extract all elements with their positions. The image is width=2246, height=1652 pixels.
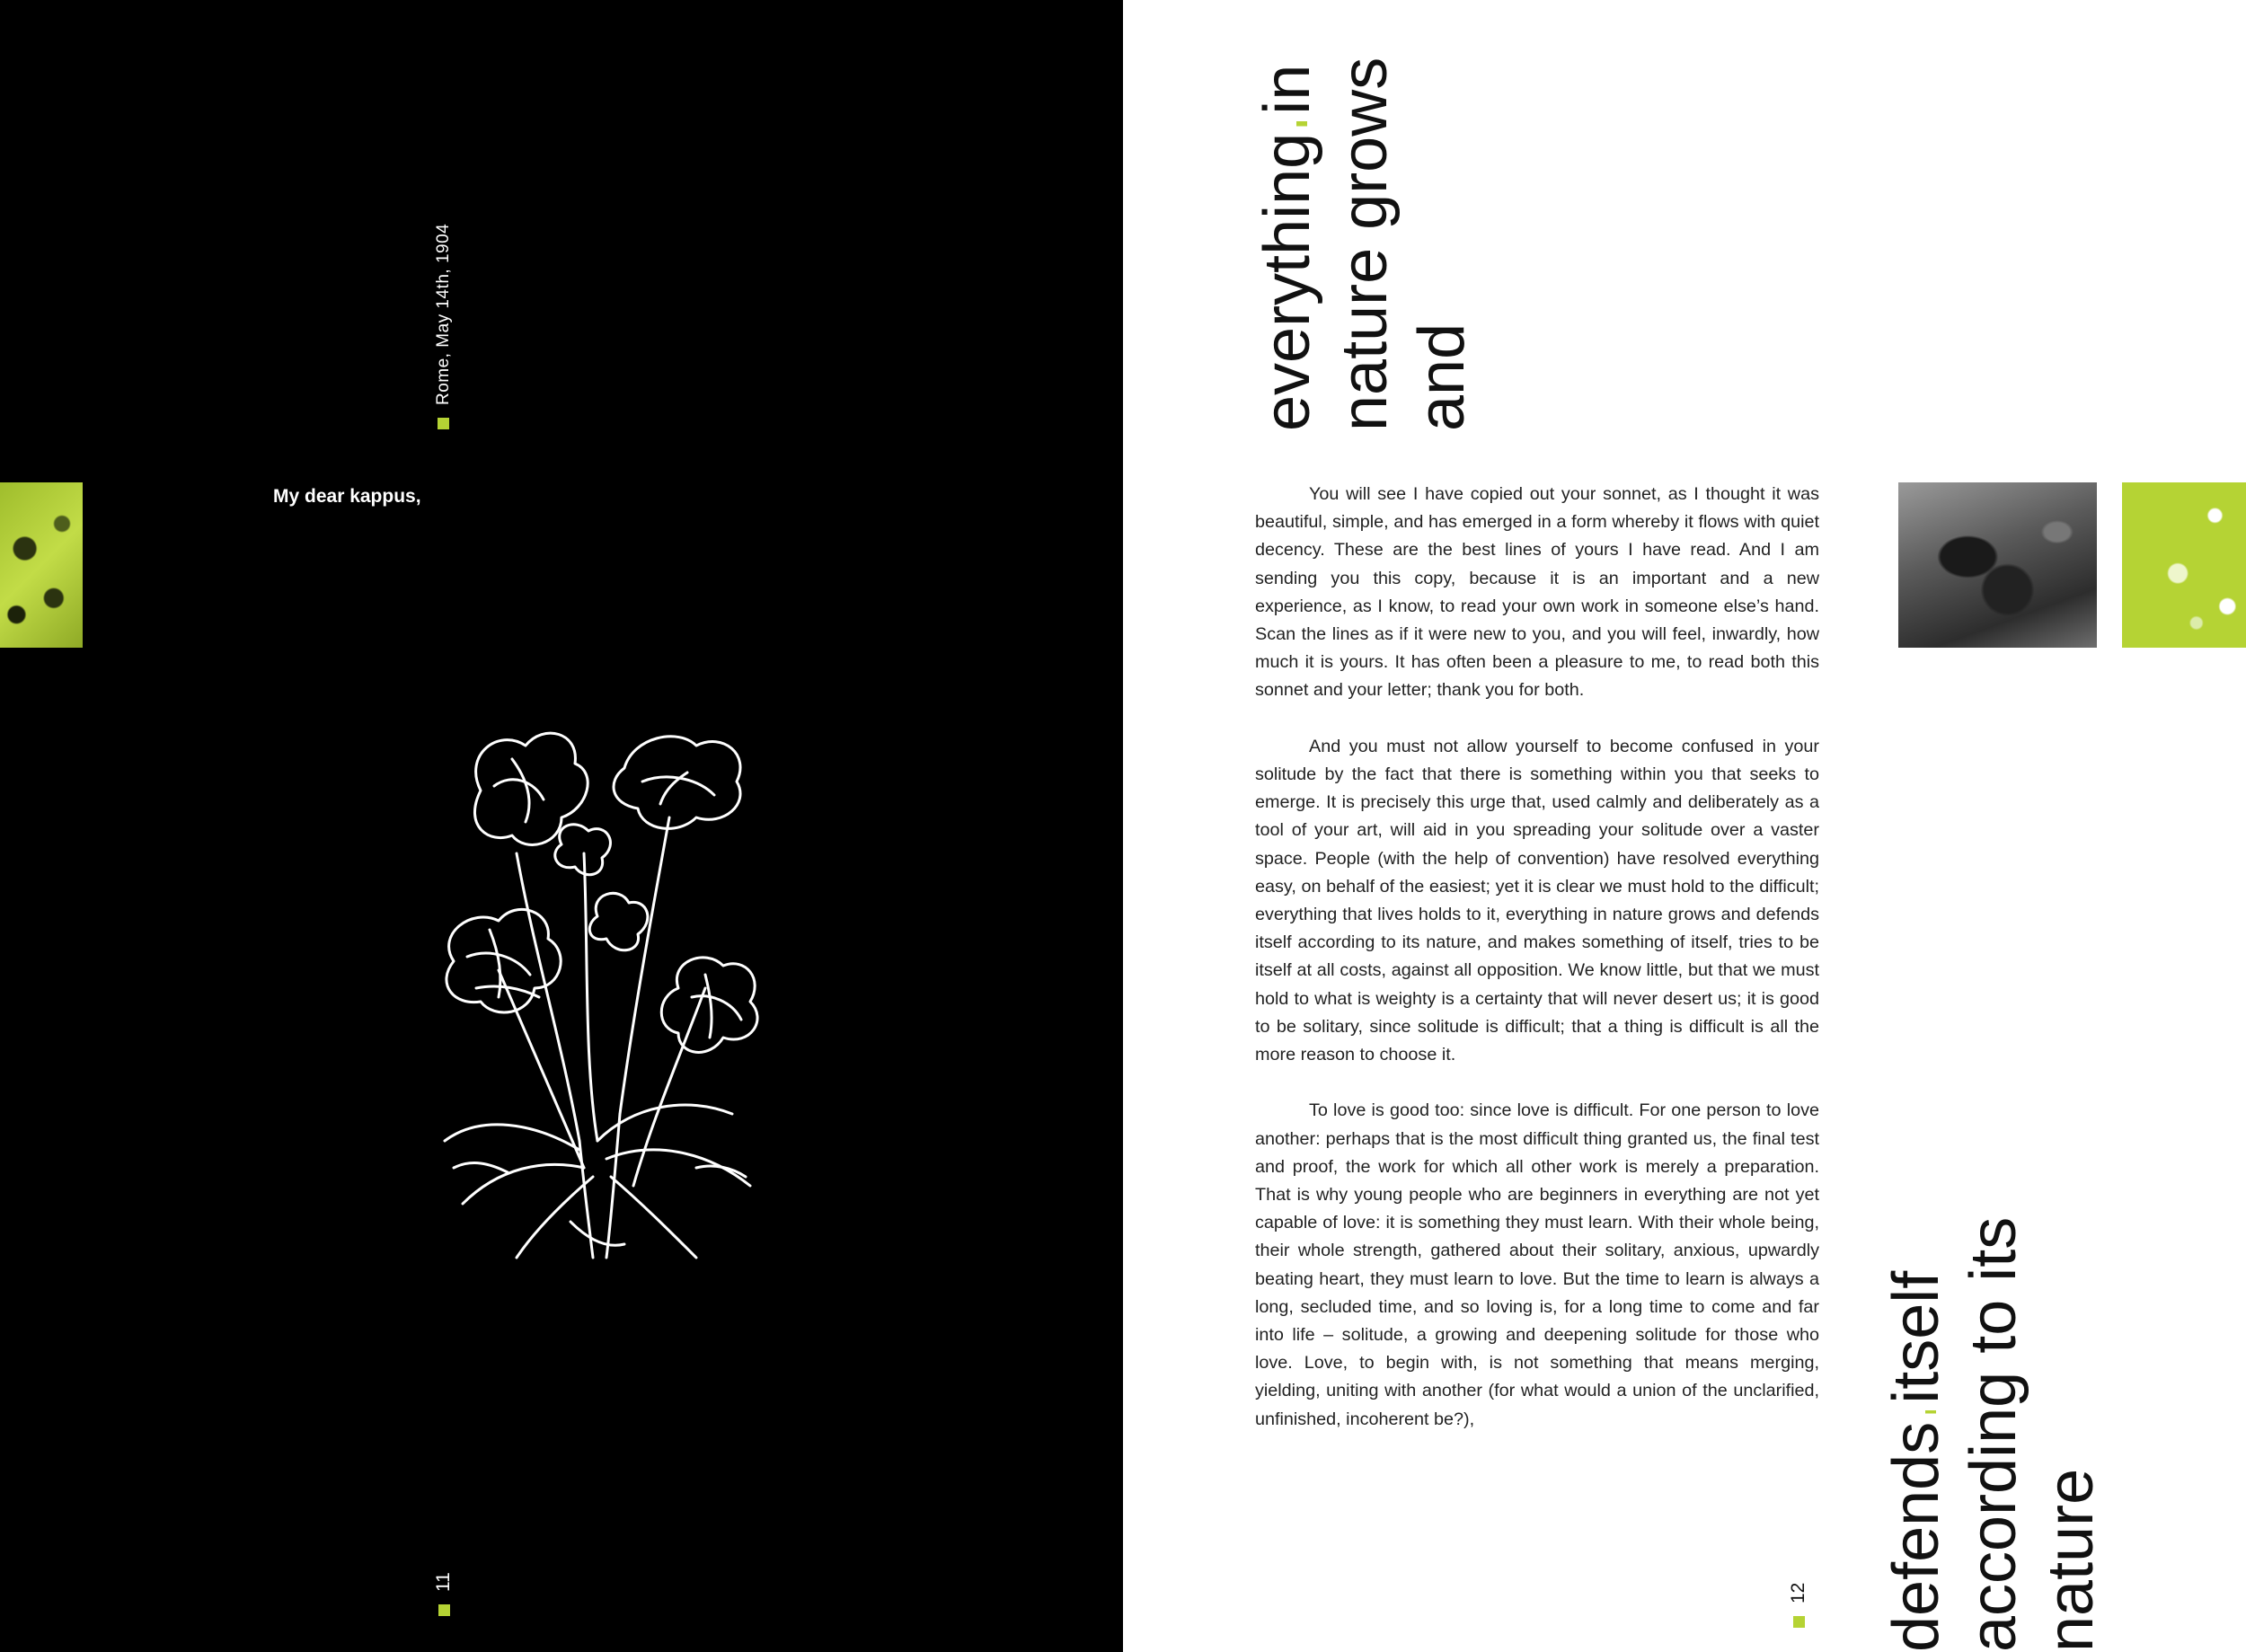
flower-photo-bw (1898, 482, 2097, 648)
flower-sketch-illustration (427, 719, 786, 1276)
dateline-text: Rome, May 14th, 1904 (434, 223, 453, 405)
pull-quote-top-line-1: everything in (1251, 64, 1323, 431)
page-number-right (1788, 1583, 1809, 1628)
accent-square (1793, 1616, 1805, 1628)
texture-image-right (2122, 482, 2246, 648)
dateline (433, 224, 455, 429)
page-number-left (433, 1572, 455, 1616)
page-number-text: 11 (433, 1572, 454, 1592)
pull-quote-top-line-2: nature grows (1329, 57, 1401, 431)
paragraph-3: To love is good too: since love is difficult. For one person to love another: perhaps that is the most difficult thing granted us, the final test and proof, the work for which all other work is merely a preparation. That is why young people who are beginners in everything are not yet capable of love: it is something they must learn. With their whole being, their whole strength, gathered about their solitary, anxious, upwardly beating heart, they must learn to love. But the time to learn is always a long, secluded time, and so loving is, for a long time to come and far into life – solitude, a growing and deepening solitude for those who love. Love, to begin with, is not something that means merging, yielding, uniting with another (for what would a union of the unclarified, unfinished, incoherent be?), (1255, 1100, 1819, 1429)
salutation: My dear kappus, (273, 486, 421, 507)
texture-image-left (0, 482, 83, 648)
pull-quote-bottom-line-3: nature (2035, 1468, 2107, 1652)
accent-square (438, 1604, 450, 1616)
pull-quote-bottom-line-1: defends itself (1880, 1270, 1952, 1652)
right-page (1123, 0, 2246, 1652)
page-number-text: 12 (1788, 1582, 1808, 1603)
paragraph-2: And you must not allow yourself to become confused in your solitude by the fact that there is something within you that seeks to emerge. It is precisely this urge that, used calmly and deliberately as a tool of your art, will aid in you spreading your solitude over a vaster space. People (with the help of convention) have resolved everything easy, on behalf of the easiest; yet it is clear we must hold to the difficult; everything that lives holds to it, everything in nature grows and defends itself according to its nature, and makes something of itself, tries to be itself at all costs, against all opposition. We know little, but that we must hold to what is weighty is a certainty that will never desert us; it is good to be solitary, since solitude is difficult; that a thing is difficult is all the more reason to choose it. (1255, 736, 1819, 1065)
letter-body (1255, 481, 1819, 1462)
pull-quote-top (1249, 57, 1481, 431)
accent-square (438, 418, 449, 429)
paragraph-1: You will see I have copied out your sonnet, as I thought it was beautiful, simple, and has emerged in a form whereby it flows with quiet decency. These are the best lines of yours I have read. And I am sending you this copy, because it is an important and a new experience, as I know, to read your own work in someone else’s hand. Scan the lines as if it were new to you, and you will feel, inwardly, how much it is yours. It has often been a pleasure to me, to read both this sonnet and your letter; thank you for both. (1255, 484, 1819, 701)
pull-quote-bottom (1878, 1217, 2109, 1652)
pull-quote-top-line-3: and (1406, 322, 1478, 431)
pull-quote-bottom-line-2: according to its (1958, 1216, 2029, 1652)
